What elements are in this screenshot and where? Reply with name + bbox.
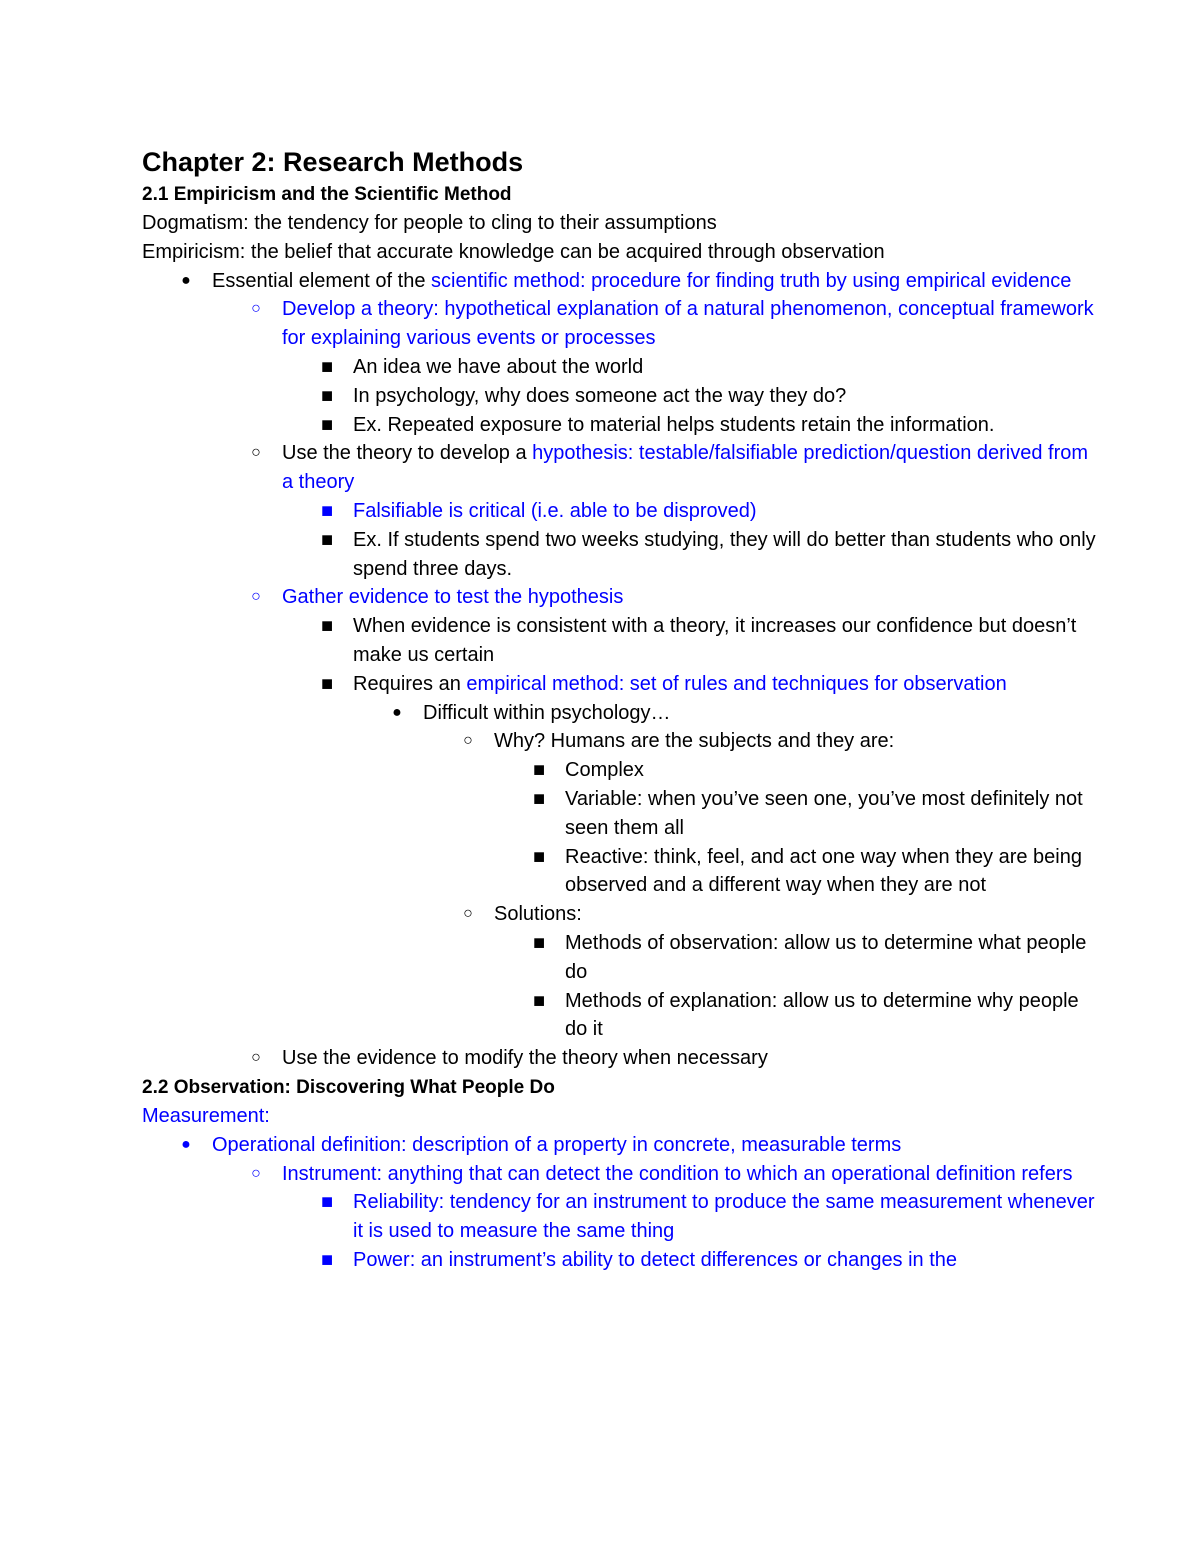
consistent-text: When evidence is consistent with a theory, it increases our confidence but doesn’t make us certain (353, 615, 1077, 666)
develop-item-text: Ex. Repeated exposure to material helps students retain the information. (353, 413, 995, 436)
bullet-square-icon (317, 612, 337, 643)
solution-item-text: Methods of observation: allow us to determine what people do (565, 931, 1087, 983)
operational-definition-text: Operational definition: description of a property in concrete, measurable terms (212, 1133, 902, 1156)
list-item-develop-theory (282, 295, 1102, 353)
list-item-example-students (353, 526, 1102, 584)
list-item (565, 785, 1102, 843)
bullet-square-icon (317, 497, 337, 528)
list-item-solutions (494, 900, 1102, 929)
why-text: Why? Humans are the subjects and they are: (494, 730, 895, 753)
bullet-circle-icon (246, 439, 266, 468)
bullet-square-icon (317, 382, 337, 413)
bullet-square-icon (529, 756, 549, 787)
list-item-falsifiable (353, 497, 1102, 526)
bullet-square-icon (529, 785, 549, 816)
bullet-square-icon (529, 987, 549, 1018)
bullet-square-icon (317, 353, 337, 384)
bullet-circle-icon (246, 583, 266, 612)
solutions-text: Solutions: (494, 903, 582, 926)
measurement-label: Measurement: (142, 1104, 270, 1127)
section-heading-2-2: 2.2 Observation: Discovering What People Do (142, 1076, 555, 1098)
empiricism-definition: Empiricism: the belief that accurate knowledge can be acquired through observation (142, 240, 885, 263)
bullet-disc-icon (176, 1131, 196, 1160)
gather-evidence-text: Gather evidence to test the hypothesis (282, 586, 624, 609)
dogmatism-definition: Dogmatism: the tendency for people to cling to their assumptions (142, 212, 717, 234)
requires-prefix: Requires an (353, 672, 467, 695)
develop-item-text: An idea we have about the world (353, 355, 644, 378)
bullet-square-icon (529, 843, 549, 874)
bullet-circle-icon (458, 727, 478, 756)
essential-prefix: Essential element of the (212, 269, 432, 292)
bullet-square-icon (317, 1188, 337, 1219)
list-item (353, 382, 1102, 411)
modify-theory-text: Use the evidence to modify the theory when necessary (282, 1047, 768, 1070)
hypothesis-definition: hypothesis: testable/falsifiable prediction/question derived from a theory (282, 442, 1089, 494)
bullet-disc-icon (176, 267, 196, 296)
bullet-square-icon (317, 526, 337, 557)
why-item-text: Variable: when you’ve seen one, you’ve most definitely not seen them all (565, 787, 1083, 839)
falsifiable-text: Falsifiable is critical (i.e. able to be disproved) (353, 499, 757, 522)
page-title: Chapter 2: Research Methods (142, 147, 524, 177)
list-item-gather-evidence (282, 583, 1102, 612)
bullet-square-icon (529, 929, 549, 960)
list-item (353, 353, 1102, 382)
list-item (353, 411, 1102, 440)
bullet-circle-icon (458, 900, 478, 929)
measurement-list (142, 1131, 1102, 1275)
bullet-square-icon (317, 1246, 337, 1277)
list-item-operational-definition (212, 1131, 1102, 1160)
why-item-text: Complex (565, 759, 644, 782)
solution-item-text: Methods of explanation: allow us to determine why people do it (565, 989, 1079, 1041)
use-theory-prefix: Use the theory to develop a (282, 442, 533, 465)
list-item-instrument (282, 1160, 1102, 1189)
list-item (565, 756, 1102, 785)
list-item-requires (353, 670, 1102, 699)
list-item-reliability (353, 1188, 1102, 1246)
list-item-use-theory (282, 439, 1102, 497)
why-item-text: Reactive: think, feel, and act one way when they are being observed and a different way when they are not (565, 845, 1082, 897)
list-item-power (353, 1246, 1102, 1275)
list-item-modify-theory (282, 1044, 1102, 1073)
list-item-why (494, 727, 1102, 756)
empirical-method-definition: empirical method: set of rules and techniques for observation (466, 672, 1007, 695)
power-text: Power: an instrument’s ability to detect differences or changes in the (353, 1248, 958, 1271)
list-item (565, 843, 1102, 901)
instrument-text: Instrument: anything that can detect the condition to which an operational definition refers (282, 1162, 1073, 1185)
bullet-circle-icon (246, 1044, 266, 1073)
develop-item-text: In psychology, why does someone act the way they do? (353, 384, 847, 407)
list-item (565, 929, 1102, 987)
list-item-difficult (423, 699, 1102, 728)
list-item (565, 987, 1102, 1045)
list-item-essential-element (212, 267, 1102, 296)
reliability-text: Reliability: tendency for an instrument to produce the same measurement whenever it is used to measure the same thing (353, 1191, 1095, 1243)
bullet-disc-icon (387, 699, 407, 728)
section-heading-2-1: 2.1 Empiricism and the Scientific Method (142, 184, 512, 205)
example-students-text: Ex. If students spend two weeks studying, they will do better than students who only spend three days. (353, 528, 1096, 580)
difficult-text: Difficult within psychology… (423, 701, 671, 724)
scientific-method-definition: scientific method: procedure for finding truth by using empirical evidence (431, 269, 1072, 292)
list-item-consistent (353, 612, 1102, 670)
bullet-square-icon (317, 670, 337, 701)
page-content (142, 144, 1102, 1275)
scientific-method-list (142, 267, 1102, 1073)
bullet-circle-icon (246, 295, 266, 324)
bullet-circle-icon (246, 1160, 266, 1189)
develop-theory-text: Develop a theory: hypothetical explanation of a natural phenomenon, conceptual framework for explaining various events or processes (282, 298, 1094, 350)
bullet-square-icon (317, 411, 337, 442)
